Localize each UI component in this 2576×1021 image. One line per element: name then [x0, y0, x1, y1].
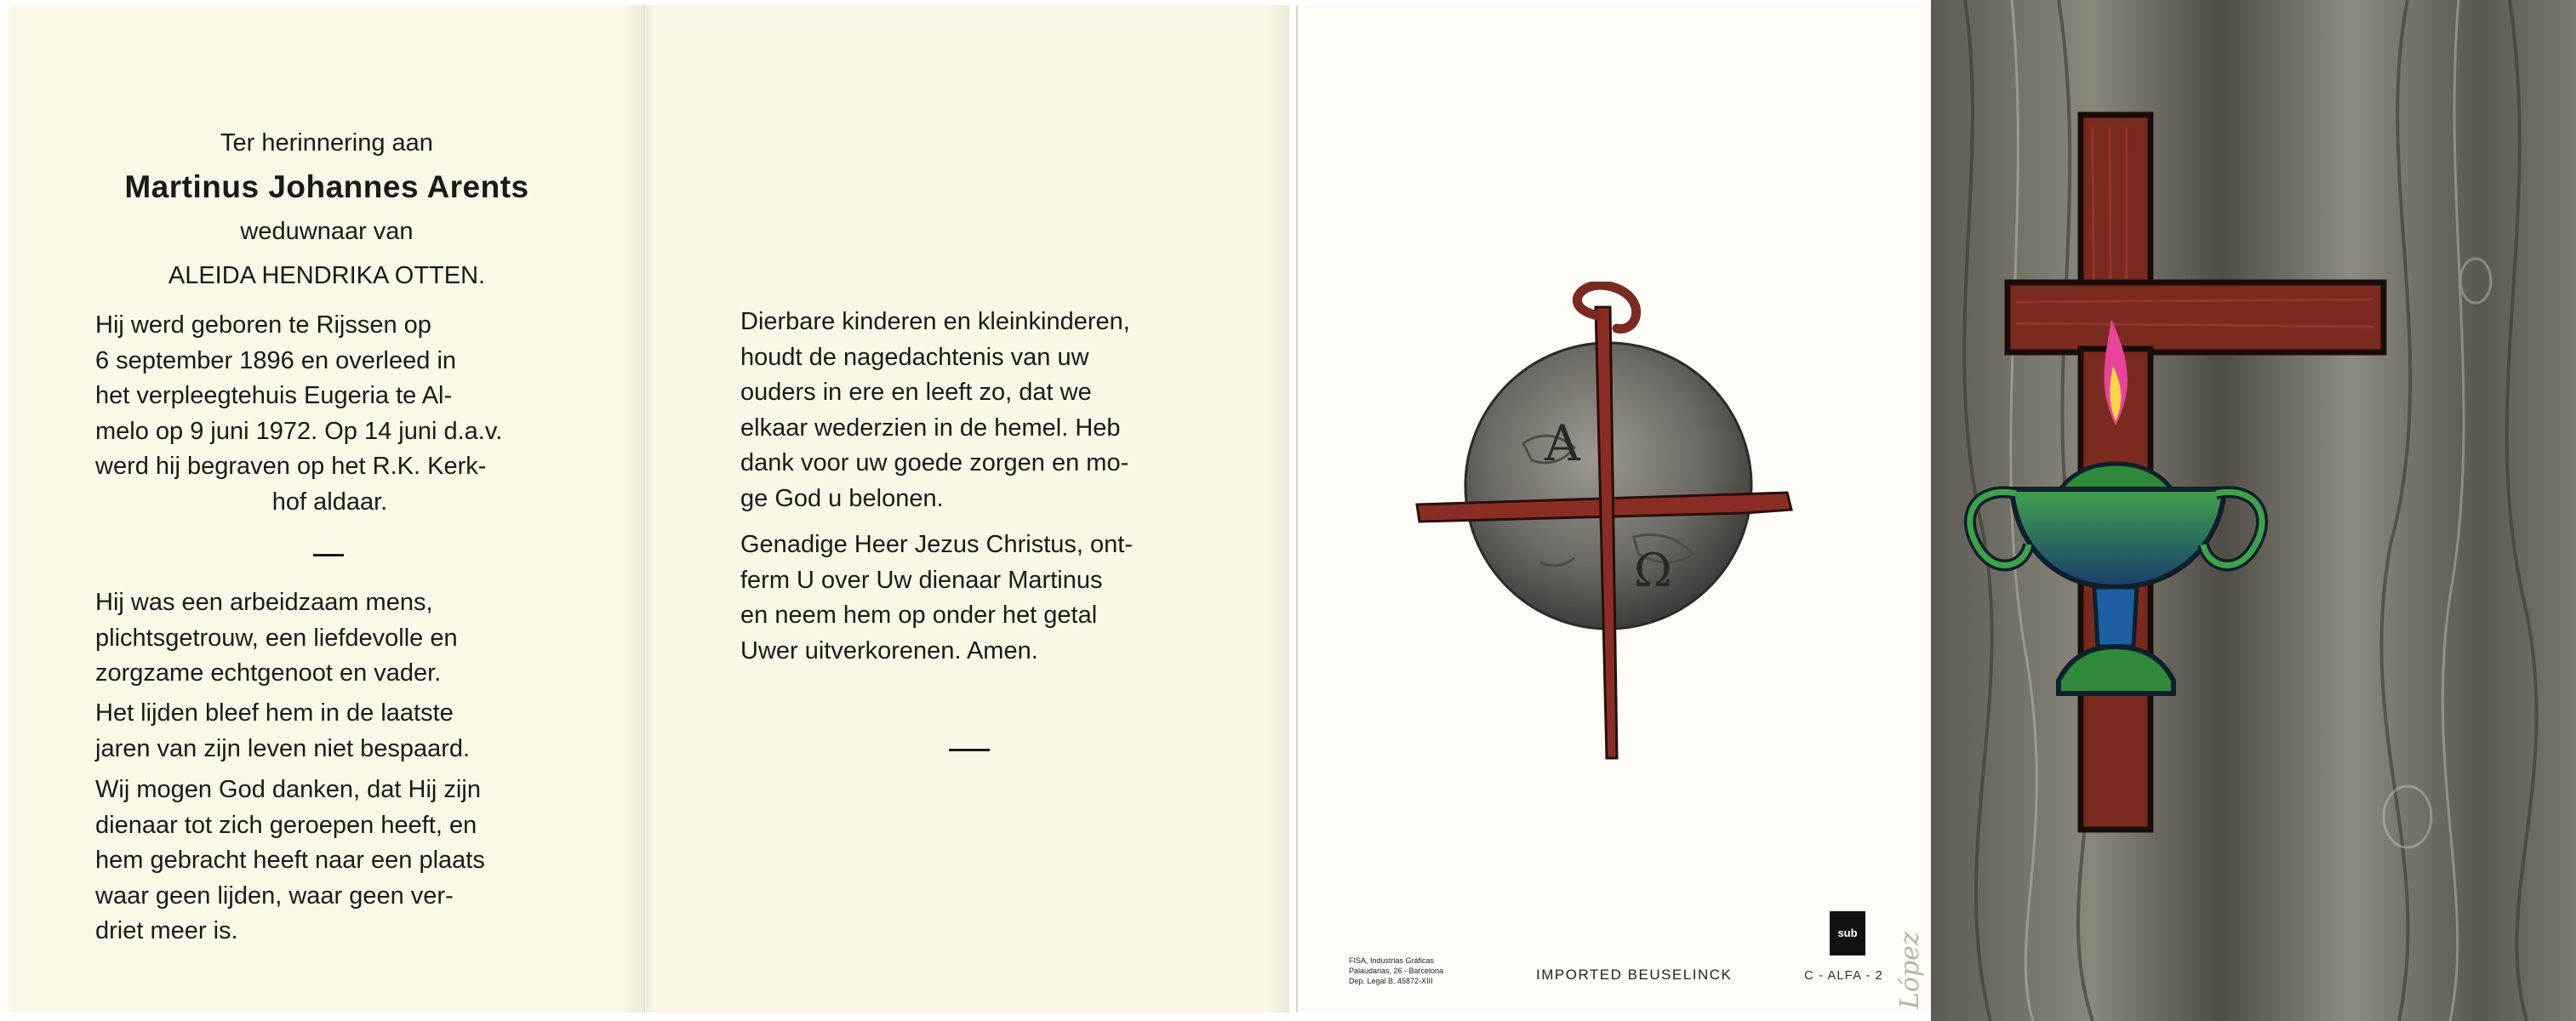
text-line: Hij was een arbeidzaam mens, [95, 589, 433, 616]
text-line: ferm U over Uw dienaar Martinus [740, 566, 1103, 594]
message-panel [646, 5, 1289, 1012]
text-line: en neem hem op onder het getal [740, 602, 1098, 629]
text-line: Uwer uitverkorenen. Amen. [740, 636, 1038, 665]
text-line: ouders in ere en leeft zo, dat we [740, 379, 1092, 406]
suffering-text [95, 696, 564, 767]
text-line: driet meer is. [95, 917, 238, 944]
cross-full [1931, 0, 2576, 1021]
separator-dash [949, 749, 990, 751]
oil-lamp-icon [2012, 489, 2225, 587]
intro-line: Ter herinnering aan [220, 129, 433, 157]
thanks-text [95, 773, 564, 950]
text-line: ge God u belonen. [740, 484, 944, 512]
publisher-logo: sub [1830, 911, 1865, 955]
artist-signature: López [1895, 932, 1925, 1009]
family-message [740, 305, 1207, 516]
bio-line: hof aldaar. [271, 488, 388, 516]
text-line: Dierbare kinderen en kleinkinderen, [740, 308, 1130, 335]
text-line: Het lijden bleef hem in de laatste [95, 699, 454, 727]
alpha-omega-emblem [1413, 282, 1804, 771]
text-line: zorgzame echtgenoot en vader. [95, 659, 442, 687]
memorial-panel [9, 5, 645, 1012]
alpha-symbol: A [1545, 414, 1580, 472]
relation-line: weduwnaar van [240, 218, 414, 245]
spouse-name: ALEIDA HENDRIKA OTTEN. [168, 262, 486, 289]
text-line: waar geen lijden, waar geen ver- [95, 881, 454, 910]
text-line: hem gebracht heeft naar een plaats [95, 847, 485, 874]
card-code: C - ALFA - 2 [1804, 968, 1883, 983]
omega-symbol: Ω [1634, 544, 1672, 597]
separator-dash [313, 554, 344, 556]
text-line: plichtsgetrouw, een liefdevolle en [95, 624, 458, 652]
bio-line: Hij werd geboren te Rijssen op [95, 311, 431, 339]
imported-label: IMPORTED BEUSELINCK [1536, 967, 1733, 983]
biography [95, 308, 564, 520]
text-line: dienaar tot zich geroepen heeft, en [95, 811, 477, 839]
cross-horizontal-icon [2008, 282, 2384, 352]
illustration-panel [1931, 0, 2576, 1021]
printer-line: Palaudarias, 26 - Barcelona [1349, 967, 1444, 975]
printer-line: Dep. Legal B. 45872-XIII [1349, 977, 1433, 985]
prayer-text [740, 528, 1207, 669]
bio-line: het verpleegtehuis Eugeria te Al- [95, 382, 453, 409]
text-line: Genadige Heer Jezus Christus, ont- [740, 531, 1133, 558]
text-line: elkaar wederzien in de hemel. Heb [740, 414, 1121, 442]
text-line: dank voor uw goede zorgen en mo- [740, 449, 1129, 476]
bio-line: 6 september 1896 en overleed in [95, 346, 457, 374]
deceased-name: Martinus Johannes Arents [124, 169, 529, 204]
emblem-panel [1296, 5, 1931, 1012]
text-line: houdt de nagedachtenis van uw [740, 343, 1089, 371]
bio-line: werd hij begraven op het R.K. Kerk- [95, 453, 487, 480]
text-line: jaren van zijn leven niet bespaard. [95, 734, 471, 762]
text-line: Wij mogen God danken, dat Hij zijn [95, 776, 481, 803]
bio-line: melo op 9 juni 1972. Op 14 juni d.a.v. [95, 417, 503, 445]
printer-line: FISA, Industrias Gráficas [1349, 956, 1435, 965]
lamp-base-icon [2059, 647, 2173, 693]
character-text [95, 585, 564, 692]
